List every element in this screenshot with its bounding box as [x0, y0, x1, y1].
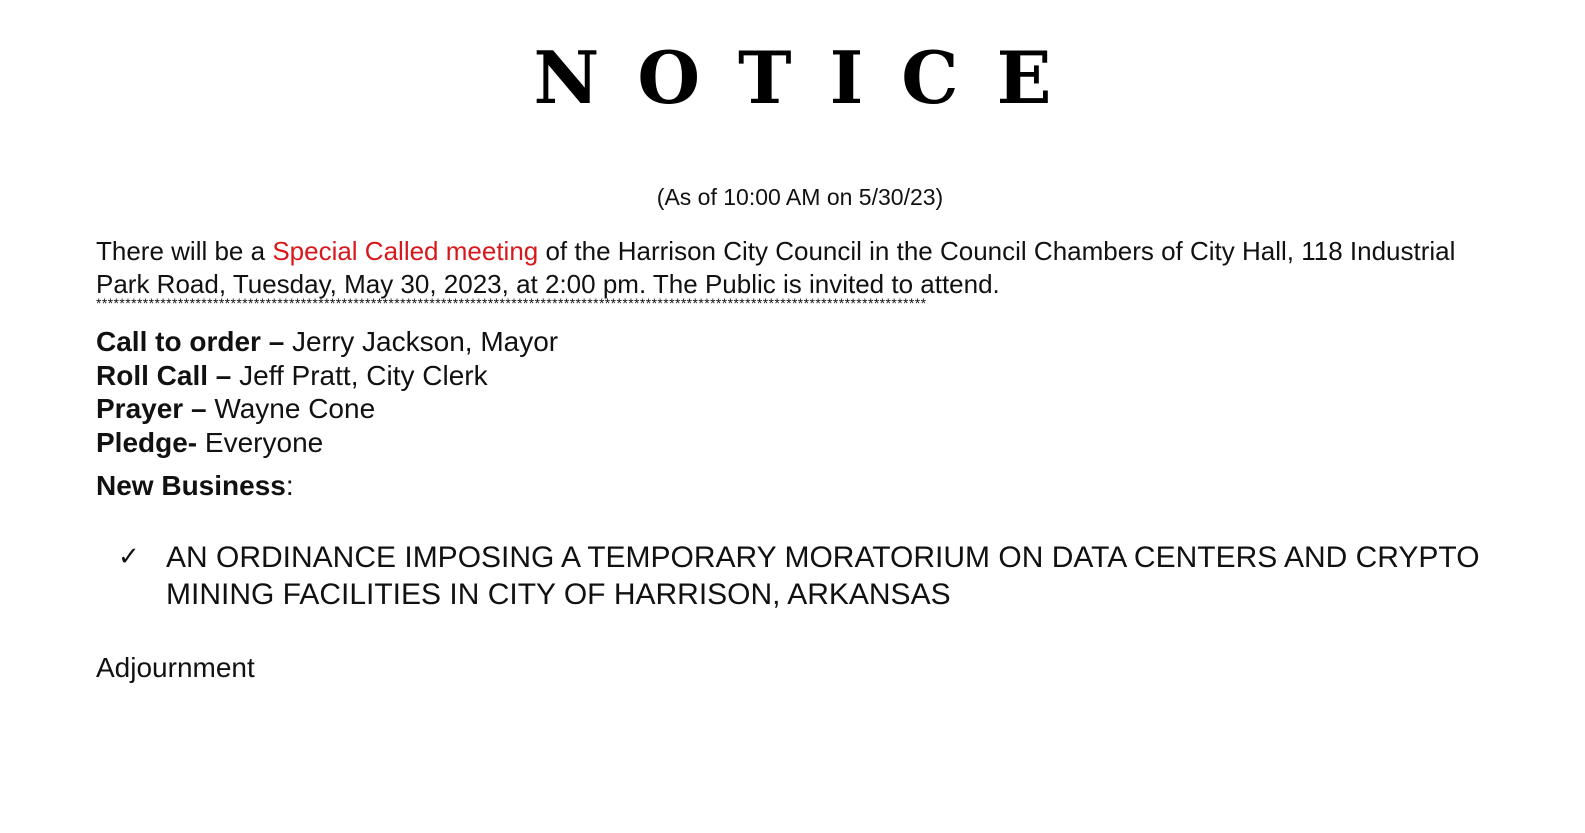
special-called-meeting-highlight: Special Called meeting — [272, 236, 539, 266]
ordinance-text: AN ORDINANCE IMPOSING A TEMPORARY MORATORIUM ON DATA CENTERS AND CRYPTO MINING FACILITIES IN CITY OF HARRISON, ARKANSAS — [166, 541, 1480, 611]
checkmark-icon: ✓ — [118, 542, 140, 572]
meeting-announcement — [96, 235, 1516, 301]
new-business-heading — [96, 469, 294, 503]
agenda-label: Call to order – — [96, 326, 285, 357]
agenda-label: Roll Call – — [96, 359, 232, 391]
agenda-item-roll-call — [96, 359, 558, 393]
announcement-text-before: There will be a — [96, 236, 273, 266]
agenda-value: Jerry Jackson, Mayor — [284, 326, 559, 357]
agenda-value: Jeff Pratt, City Clerk — [231, 359, 488, 391]
agenda-item-pledge — [96, 426, 558, 460]
agenda-item-call-to-order — [96, 325, 558, 359]
agenda-value: Wayne Cone — [206, 393, 376, 424]
agenda-value: Everyone — [197, 426, 324, 458]
announcement-text-after: of the Harrison City Council in the Council Chambers of City Hall, 118 Industrial Park Road, Tuesday, May 30, 2023, at 2:00 pm. The Public is invited to attend. — [96, 236, 1456, 299]
new-business-label: New Business — [96, 470, 286, 501]
agenda-item-prayer — [96, 392, 558, 426]
notice-title: NOTICE — [533, 35, 1090, 120]
new-business-colon: : — [285, 470, 294, 501]
agenda-label: Prayer – — [96, 393, 207, 424]
agenda-list — [96, 325, 558, 459]
as-of-timestamp: (As of 10:00 AM on 5/30/23) — [656, 184, 944, 210]
agenda-label: Pledge- — [96, 426, 198, 458]
asterisk-separator: ********************************************************************************************************************************************** — [96, 296, 927, 310]
adjournment: Adjournment — [96, 652, 255, 683]
